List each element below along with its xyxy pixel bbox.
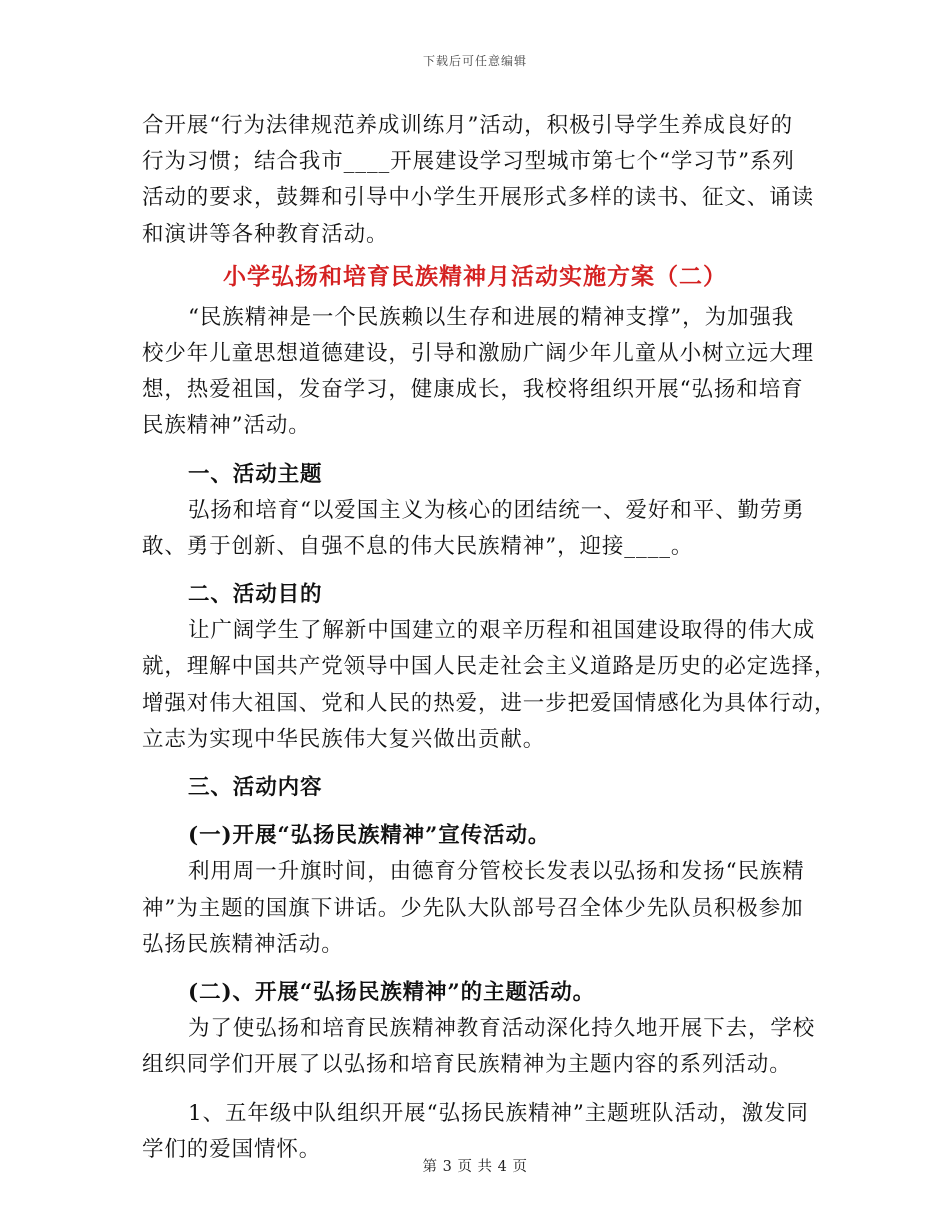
intro-line-4: 和演讲等各种教育活动。 xyxy=(142,221,389,247)
section-heading-content: 三、活动内容 xyxy=(188,775,323,800)
subsection-heading-2: (二)、开展“弘扬民族精神”的主题活动。 xyxy=(188,979,596,1005)
paragraph-2-line-1: 弘扬和培育“以爱国主义为核心的团结统一、爱好和平、勤劳勇 xyxy=(188,497,805,523)
paragraph-1-line-2: 校少年儿童思想道德建设，引导和激励广阔少年儿童从小树立远大理 xyxy=(142,340,815,366)
paragraph-4-line-1: 利用周一升旗时间，由德育分管校长发表以弘扬和发扬“民族精 xyxy=(188,859,805,885)
paragraph-3-line-3: 增强对伟大祖国、党和人民的热爱，进一步把爱国情感化为具体行动， xyxy=(142,690,837,716)
paragraph-3-line-2: 就，理解中国共产党领导中国人民走社会主义道路是历史的必定选择， xyxy=(142,654,837,680)
paragraph-4-line-3: 弘扬民族精神活动。 xyxy=(142,931,344,957)
document-title: 小学弘扬和培育民族精神月活动实施方案（二） xyxy=(223,262,727,290)
paragraph-2-line-2: 敢、勇于创新、自强不息的伟大民族精神”，迎接____。 xyxy=(142,533,694,559)
intro-line-2: 行为习惯；结合我市____开展建设学习型城市第七个“学习节”系列 xyxy=(142,149,795,175)
section-heading-theme: 一、活动主题 xyxy=(188,461,323,487)
page-footer: 第 3 页 共 4 页 xyxy=(422,1159,528,1175)
paragraph-6-line-2: 学们的爱国情怀。 xyxy=(142,1136,322,1162)
paragraph-1-line-1: “民族精神是一个民族赖以生存和进展的精神支撑”，为加强我 xyxy=(188,304,795,330)
paragraph-4-line-2: 神”为主题的国旗下讲话。少先队大队部号召全体少先队员积极参加 xyxy=(142,895,804,921)
paragraph-5-line-1: 为了使弘扬和培育民族精神教育活动深化持久地开展下去，学校 xyxy=(188,1016,816,1042)
document-body xyxy=(142,108,837,1168)
intro-line-3: 活动的要求，鼓舞和引导中小学生开展形式多样的读书、征文、诵读 xyxy=(142,185,815,211)
subsection-heading-1: (一)开展“弘扬民族精神”宣传活动。 xyxy=(188,823,551,849)
page-header: 下载后可任意编辑 xyxy=(422,54,527,68)
intro-line-1: 合开展“行为法律规范养成训练月”活动，积极引导学生养成良好的 xyxy=(142,113,793,138)
paragraph-6-line-1: 1、五年级中队组织开展“弘扬民族精神”主题班队活动，激发同 xyxy=(188,1100,809,1126)
paragraph-5-line-2: 组织同学们开展了以弘扬和培育民族精神为主题内容的系列活动。 xyxy=(142,1052,792,1078)
paragraph-3-line-4: 立志为实现中华民族伟大复兴做出贡献。 xyxy=(142,726,546,752)
paragraph-1-line-3: 想，热爱祖国，发奋学习，健康成长，我校将组织开展“弘扬和培育 xyxy=(142,377,804,403)
section-heading-purpose: 二、活动目的 xyxy=(188,582,323,608)
paragraph-3-line-1: 让广阔学生了解新中国建立的艰辛历程和祖国建设取得的伟大成 xyxy=(188,618,816,644)
paragraph-1-line-4: 民族精神”活动。 xyxy=(142,413,311,439)
